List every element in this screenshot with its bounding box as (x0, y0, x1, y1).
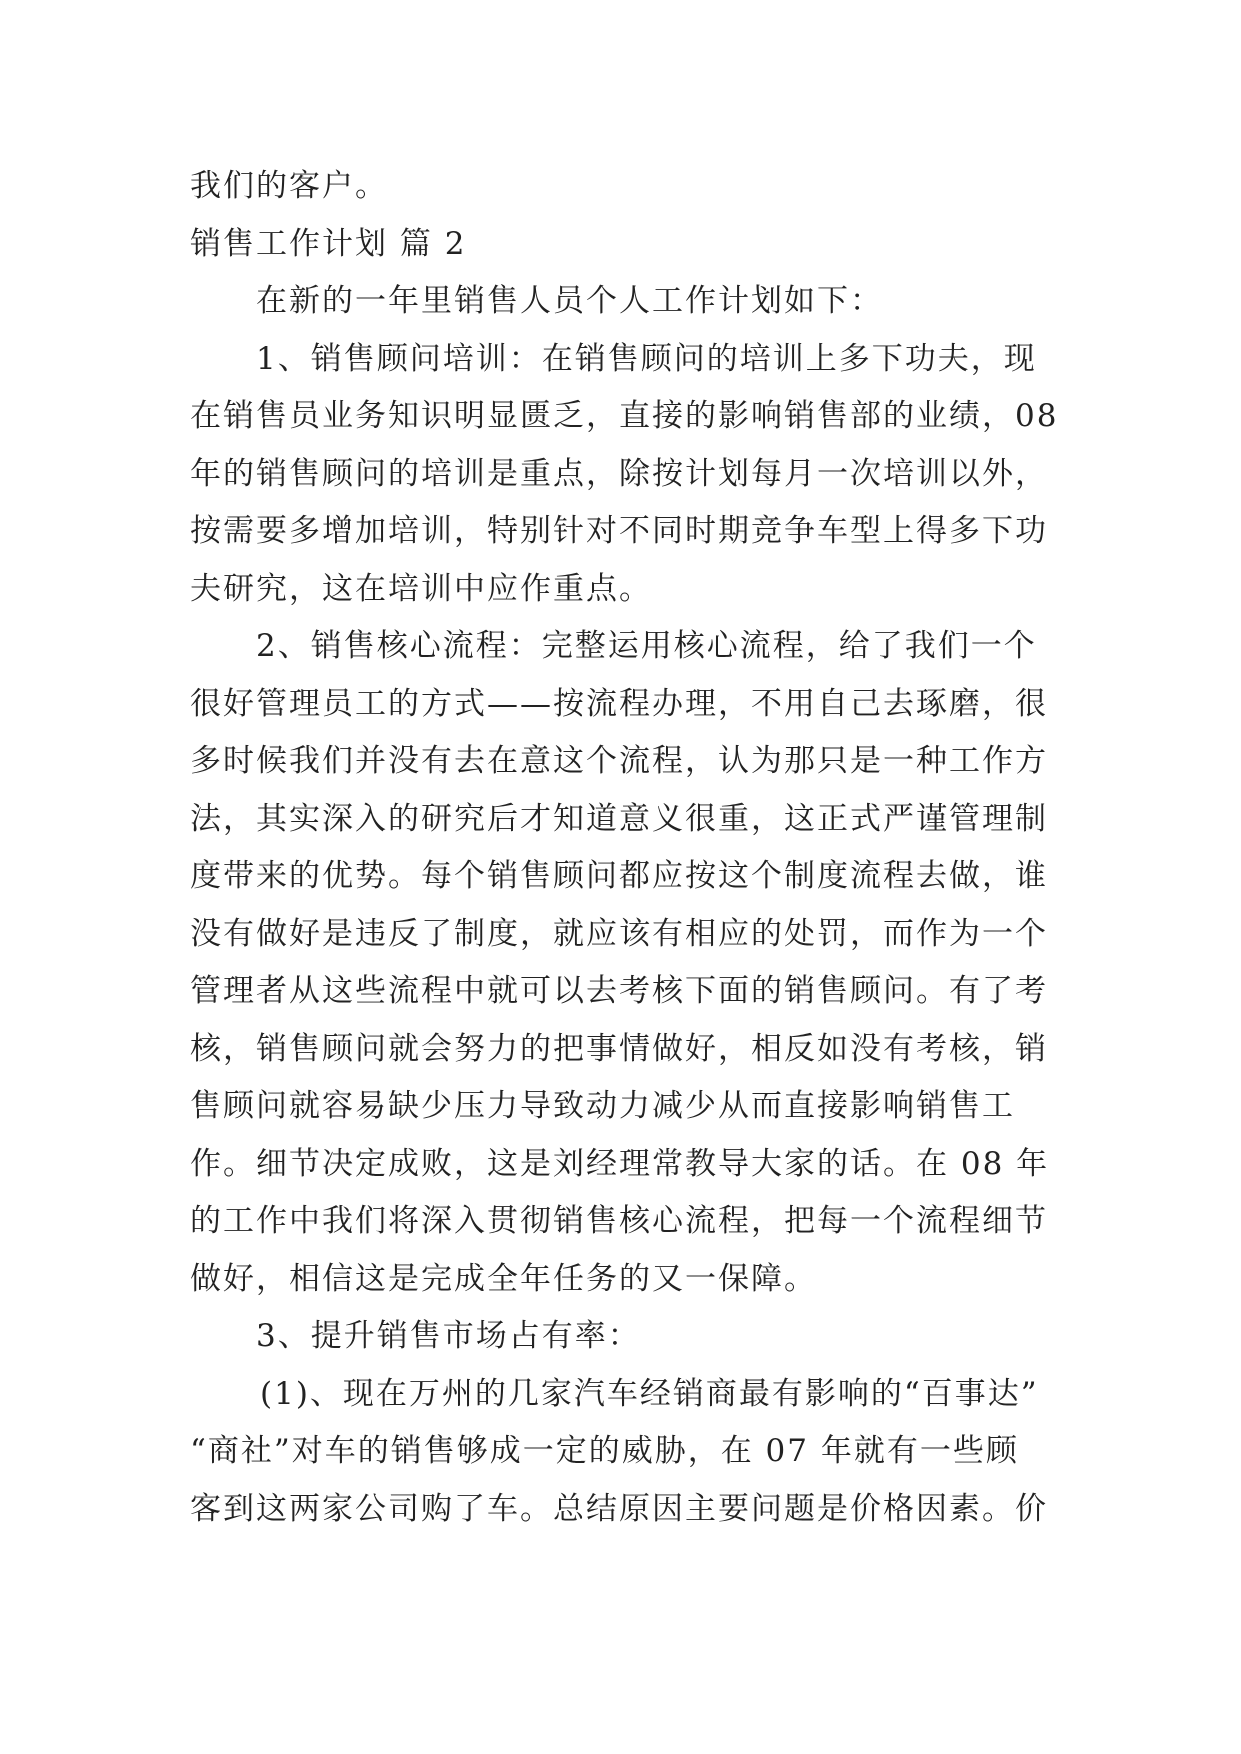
text-line: 核，销售顾问就会努力的把事情做好，相反如没有考核，销 (190, 1030, 1048, 1067)
text-line: 的工作中我们将深入贯彻销售核心流程，把每一个流程细节 (190, 1203, 1048, 1239)
text-line: 很好管理员工的方式——按流程办理，不用自己去琢磨，很 (190, 685, 1048, 722)
text-line: 度带来的优势。每个销售顾问都应按这个制度流程去做，谁 (190, 858, 1048, 894)
text-line: 按需要多增加培训，特别针对不同时期竞争车型上得多下功 (190, 513, 1048, 549)
text-line: 没有做好是违反了制度，就应该有相应的处罚，而作为一个 (190, 915, 1048, 952)
text-line: 3、提升销售市场占有率： (256, 1318, 641, 1354)
text-line: 多时候我们并没有去在意这个流程，认为那只是一种工作方 (190, 743, 1048, 779)
text-line: 年的销售顾问的培训是重点，除按计划每月一次培训以外， (190, 455, 1048, 492)
text-line: 夫研究，这在培训中应作重点。 (190, 570, 652, 607)
document-body (190, 158, 1059, 1538)
text-line: “商社”对车的销售够成一定的威胁，在 07 年就有一些顾 (190, 1433, 1019, 1469)
section-heading: 销售工作计划 篇 2 (190, 225, 467, 262)
text-line: 在新的一年里销售人员个人工作计划如下： (256, 283, 883, 319)
text-line: 作。细节决定成败，这是刘经理常教导大家的话。在 08 年 (190, 1145, 1050, 1182)
text-line: 我们的客户。 (190, 168, 388, 204)
text-line: 管理者从这些流程中就可以去考核下面的销售顾问。有了考 (190, 973, 1048, 1009)
text-line: (1)、现在万州的几家汽车经销商最有影响的“百事达” (260, 1375, 1039, 1412)
text-line: 售顾问就容易缺少压力导致动力减少从而直接影响销售工 (190, 1088, 1015, 1124)
text-line: 客到这两家公司购了车。总结原因主要问题是价格因素。价 (190, 1490, 1048, 1527)
text-line: 做好，相信这是完成全年任务的又一保障。 (190, 1260, 817, 1297)
text-line: 法，其实深入的研究后才知道意义很重，这正式严谨管理制 (190, 800, 1048, 837)
text-line: 2、销售核心流程：完整运用核心流程，给了我们一个 (256, 628, 1037, 664)
text-line: 在销售员业务知识明显匮乏，直接的影响销售部的业绩，08 (190, 398, 1059, 434)
text-line: 1、销售顾问培训：在销售顾问的培训上多下功夫，现 (256, 340, 1037, 377)
